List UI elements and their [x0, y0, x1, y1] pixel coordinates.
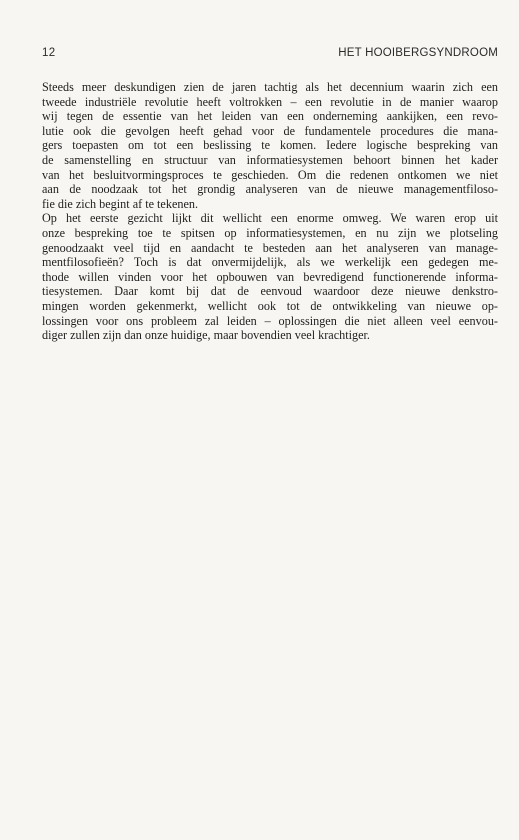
- text-line: mentfilosofieën? Toch is dat onvermijdelijk, als we werkelijk een gedegen me-: [42, 255, 498, 270]
- page-number: 12: [42, 47, 56, 59]
- text-line: wij tegen de essentie van het leiden van een onderneming aankijken, een revo-: [42, 109, 498, 124]
- text-line: tiesystemen. Daar komt bij dat de eenvoud waardoor deze nieuwe denkstro-: [42, 284, 498, 299]
- text-line: fie die zich begint af te tekenen.: [42, 196, 198, 211]
- text-line: gers toepasten om tot een beslissing te komen. Iedere logische bespreking van: [42, 138, 498, 153]
- running-title: HET HOOIBERGSYNDROOM: [338, 47, 498, 59]
- text-line: mingen worden gekenmerkt, wellicht ook tot de ontwikkeling van nieuwe op-: [42, 298, 498, 313]
- text-line: diger zullen zijn dan onze huidige, maar bovendien veel krachtiger.: [42, 328, 370, 343]
- text-line: genoodzaakt veel tijd en aandacht te besteden aan het analyseren van manage-: [42, 240, 498, 255]
- text-line: thode willen vinden voor het opbouwen van bevredigend functionerende informa-: [42, 269, 498, 284]
- text-line: onze bespreking toe te spitsen op informatiesystemen, en nu zijn we plotseling: [42, 225, 498, 240]
- paragraph: [42, 80, 498, 211]
- text-line: aan de noodzaak tot het grondig analyseren van de nieuwe managementfiloso-: [42, 182, 498, 197]
- text-line: tweede industriële revolutie heeft voltrokken – een revolutie in de manier waarop: [42, 94, 498, 109]
- body-text: [42, 80, 498, 343]
- text-line: lossingen voor ons probleem zal leiden – oplossingen die niet alleen veel eenvou-: [42, 313, 498, 328]
- text-line: de samenstelling en structuur van informatiesystemen behoort binnen het kader: [42, 152, 498, 167]
- text-line: van het besluitvormingsproces te geschieden. Om die redenen ontkomen we niet: [42, 167, 498, 182]
- text-line: Op het eerste gezicht lijkt dit wellicht een enorme omweg. We waren erop uit: [42, 211, 498, 226]
- running-head: [42, 47, 498, 63]
- text-line: Steeds meer deskundigen zien de jaren tachtig als het decennium waarin zich een: [42, 80, 498, 94]
- paragraph: [42, 211, 498, 342]
- text-line: lutie ook die gevolgen heeft gehad voor de fundamentele procedures die mana-: [42, 123, 498, 138]
